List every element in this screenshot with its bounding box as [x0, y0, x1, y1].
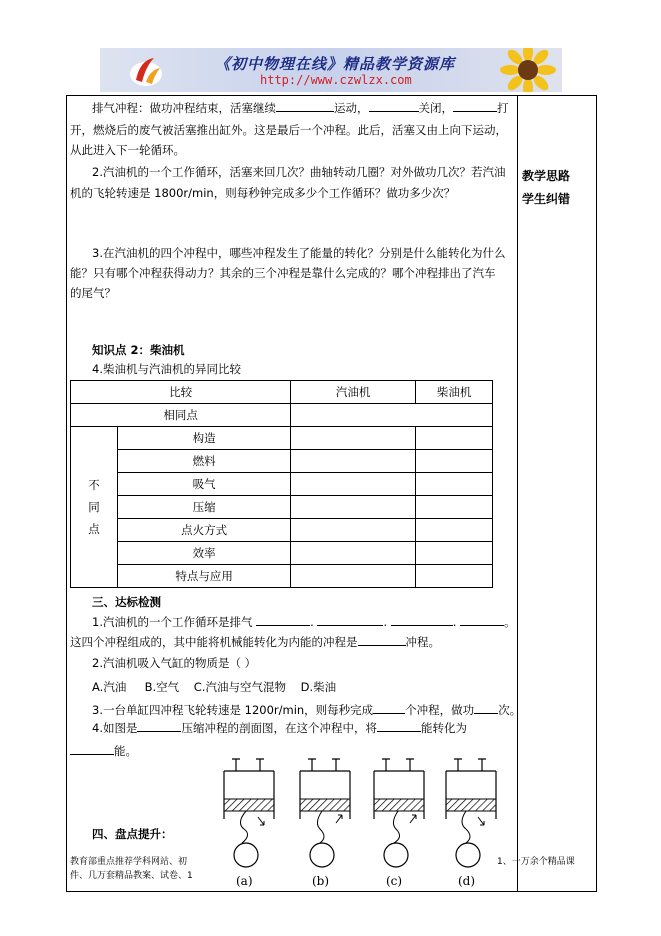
- blank[interactable]: [369, 99, 419, 112]
- row-label: 燃料: [118, 450, 291, 473]
- blank[interactable]: [137, 719, 181, 732]
- site-banner: [100, 48, 562, 92]
- table-row: [71, 542, 493, 565]
- blank[interactable]: [70, 742, 114, 755]
- figure-label-d: (d): [458, 874, 476, 888]
- blank[interactable]: [317, 613, 383, 626]
- footer-left: 教育部重点推荐学科网站、初 件、几万套精品教案、试卷、1: [70, 857, 193, 881]
- blank[interactable]: [474, 701, 498, 714]
- answer-cell[interactable]: [416, 450, 493, 473]
- cylinder-b: [300, 759, 350, 867]
- check-question-4-line2: 能。: [70, 741, 137, 761]
- question-3-line1: 3.在汽油机的四个冲程中，哪些冲程发生了能量的转化？分别是什么能转化为什么: [92, 246, 506, 260]
- row-label: 吸气: [118, 473, 291, 496]
- exhaust-stroke-line3: 从此进入下一轮循环。: [70, 143, 185, 157]
- answer-cell[interactable]: [291, 450, 416, 473]
- answer-cell[interactable]: [416, 473, 493, 496]
- table-row: [71, 473, 493, 496]
- figure-label-a: (a): [236, 874, 253, 888]
- exhaust-stroke-line1: 排气冲程：做功冲程结束，活塞继续 运动， 关闭， 打: [92, 101, 509, 115]
- row-label: 压缩: [118, 496, 291, 519]
- answer-cell[interactable]: [291, 519, 416, 542]
- blank[interactable]: [373, 701, 405, 714]
- cylinder-c: [374, 759, 424, 867]
- footer-right: 1、一万余个精品课: [497, 857, 575, 867]
- blank[interactable]: [358, 633, 406, 646]
- header-cell: 比较: [71, 381, 291, 404]
- blank[interactable]: [377, 719, 421, 732]
- table-header-row: [71, 381, 493, 404]
- check-question-4-line1: 4.如图是 压缩冲程的剖面图，在这个冲程中，将 能转化为: [92, 721, 467, 735]
- cylinder-a: [224, 759, 274, 867]
- header-cell: 柴油机: [416, 381, 493, 404]
- option-b[interactable]: B.空气: [144, 680, 180, 694]
- row-label: 点火方式: [118, 519, 291, 542]
- section-2-heading: 知识点 2：柴油机: [92, 343, 185, 357]
- exhaust-stroke-line2: 开，燃烧后的废气被活塞推出缸外。这是最后一个冲程。此后，活塞又由上向下运动，: [70, 123, 507, 137]
- table-row: [71, 450, 493, 473]
- banner-title: 《初中物理在线》精品教学资源库: [215, 55, 456, 73]
- logo-icon: [128, 52, 164, 88]
- answer-cell[interactable]: [291, 427, 416, 450]
- table-row: [71, 404, 493, 427]
- comparison-table: [70, 380, 493, 588]
- answer-cell[interactable]: [291, 496, 416, 519]
- answer-cell[interactable]: [416, 519, 493, 542]
- section-2-subtitle: 4.柴油机与汽油机的异同比较: [92, 362, 241, 376]
- side-label-correction: 学生纠错: [522, 192, 571, 206]
- question-2-line1: 2.汽油机的一个工作循环，活塞来回几次？曲轴转动几圈？对外做功几次？若汽油: [92, 165, 506, 179]
- table-row: [71, 496, 493, 519]
- answer-cell[interactable]: [416, 565, 493, 588]
- question-3-line3: 的尾气？: [70, 286, 116, 300]
- engine-stroke-diagrams: [222, 757, 502, 892]
- row-label: 相同点: [71, 404, 291, 427]
- table-row: [71, 565, 493, 588]
- section-3-heading: 三、达标检测: [92, 595, 161, 609]
- option-a[interactable]: A.汽油: [92, 680, 127, 694]
- check-question-2: 2.汽油机吸入气缸的物质是（ ）: [92, 656, 257, 670]
- banner-url[interactable]: http://www.czwlzx.com: [260, 73, 412, 87]
- answer-cell[interactable]: [416, 496, 493, 519]
- blank[interactable]: [460, 613, 504, 626]
- sunflower-icon: [500, 48, 556, 92]
- answer-cell[interactable]: [291, 542, 416, 565]
- side-label-teaching: 教学思路: [522, 169, 571, 183]
- answer-cell[interactable]: [291, 565, 416, 588]
- figure-label-b: (b): [312, 874, 330, 888]
- row-label: 构造: [118, 427, 291, 450]
- check-question-2-options: [92, 677, 336, 697]
- question-3-line2: 能？只有哪个冲程获得动力？其余的三个冲程是靠什么完成的？哪个冲程排出了汽车: [70, 266, 496, 280]
- figure-label-c: (c): [386, 874, 403, 888]
- table-row: [71, 519, 493, 542]
- check-question-1-line2: 这四个冲程组成的，其中能将机械能转化为内能的冲程是 冲程。: [70, 635, 440, 649]
- table-row: [71, 427, 493, 450]
- check-question-3: 3.一台单缸四冲程飞轮转速是 1200r/min，则每秒完成 个冲程，做功 次。: [92, 703, 522, 717]
- blank[interactable]: [256, 613, 310, 626]
- check-question-1-line1: 1.汽油机的一个工作循环是排气 . . . 。: [92, 615, 516, 629]
- section-4-heading: 四、盘点提升：: [92, 827, 173, 841]
- blank[interactable]: [453, 99, 497, 112]
- row-label: 特点与应用: [118, 565, 291, 588]
- answer-cell[interactable]: [416, 427, 493, 450]
- blank[interactable]: [276, 99, 334, 112]
- row-label: 效率: [118, 542, 291, 565]
- blank[interactable]: [391, 613, 453, 626]
- header-cell: 汽油机: [291, 381, 416, 404]
- answer-cell[interactable]: [291, 473, 416, 496]
- column-divider: [517, 95, 518, 892]
- cylinder-d: [446, 759, 496, 867]
- diff-label: 不 同 点: [71, 427, 118, 588]
- answer-cell[interactable]: [416, 542, 493, 565]
- option-c[interactable]: C.汽油与空气混物: [193, 680, 286, 694]
- question-2-line2: 机的飞轮转速是 1800r/min，则每秒钟完成多少个工作循环？做功多少次？: [70, 186, 456, 200]
- answer-cell[interactable]: [291, 404, 493, 427]
- option-d[interactable]: D.柴油: [300, 680, 337, 694]
